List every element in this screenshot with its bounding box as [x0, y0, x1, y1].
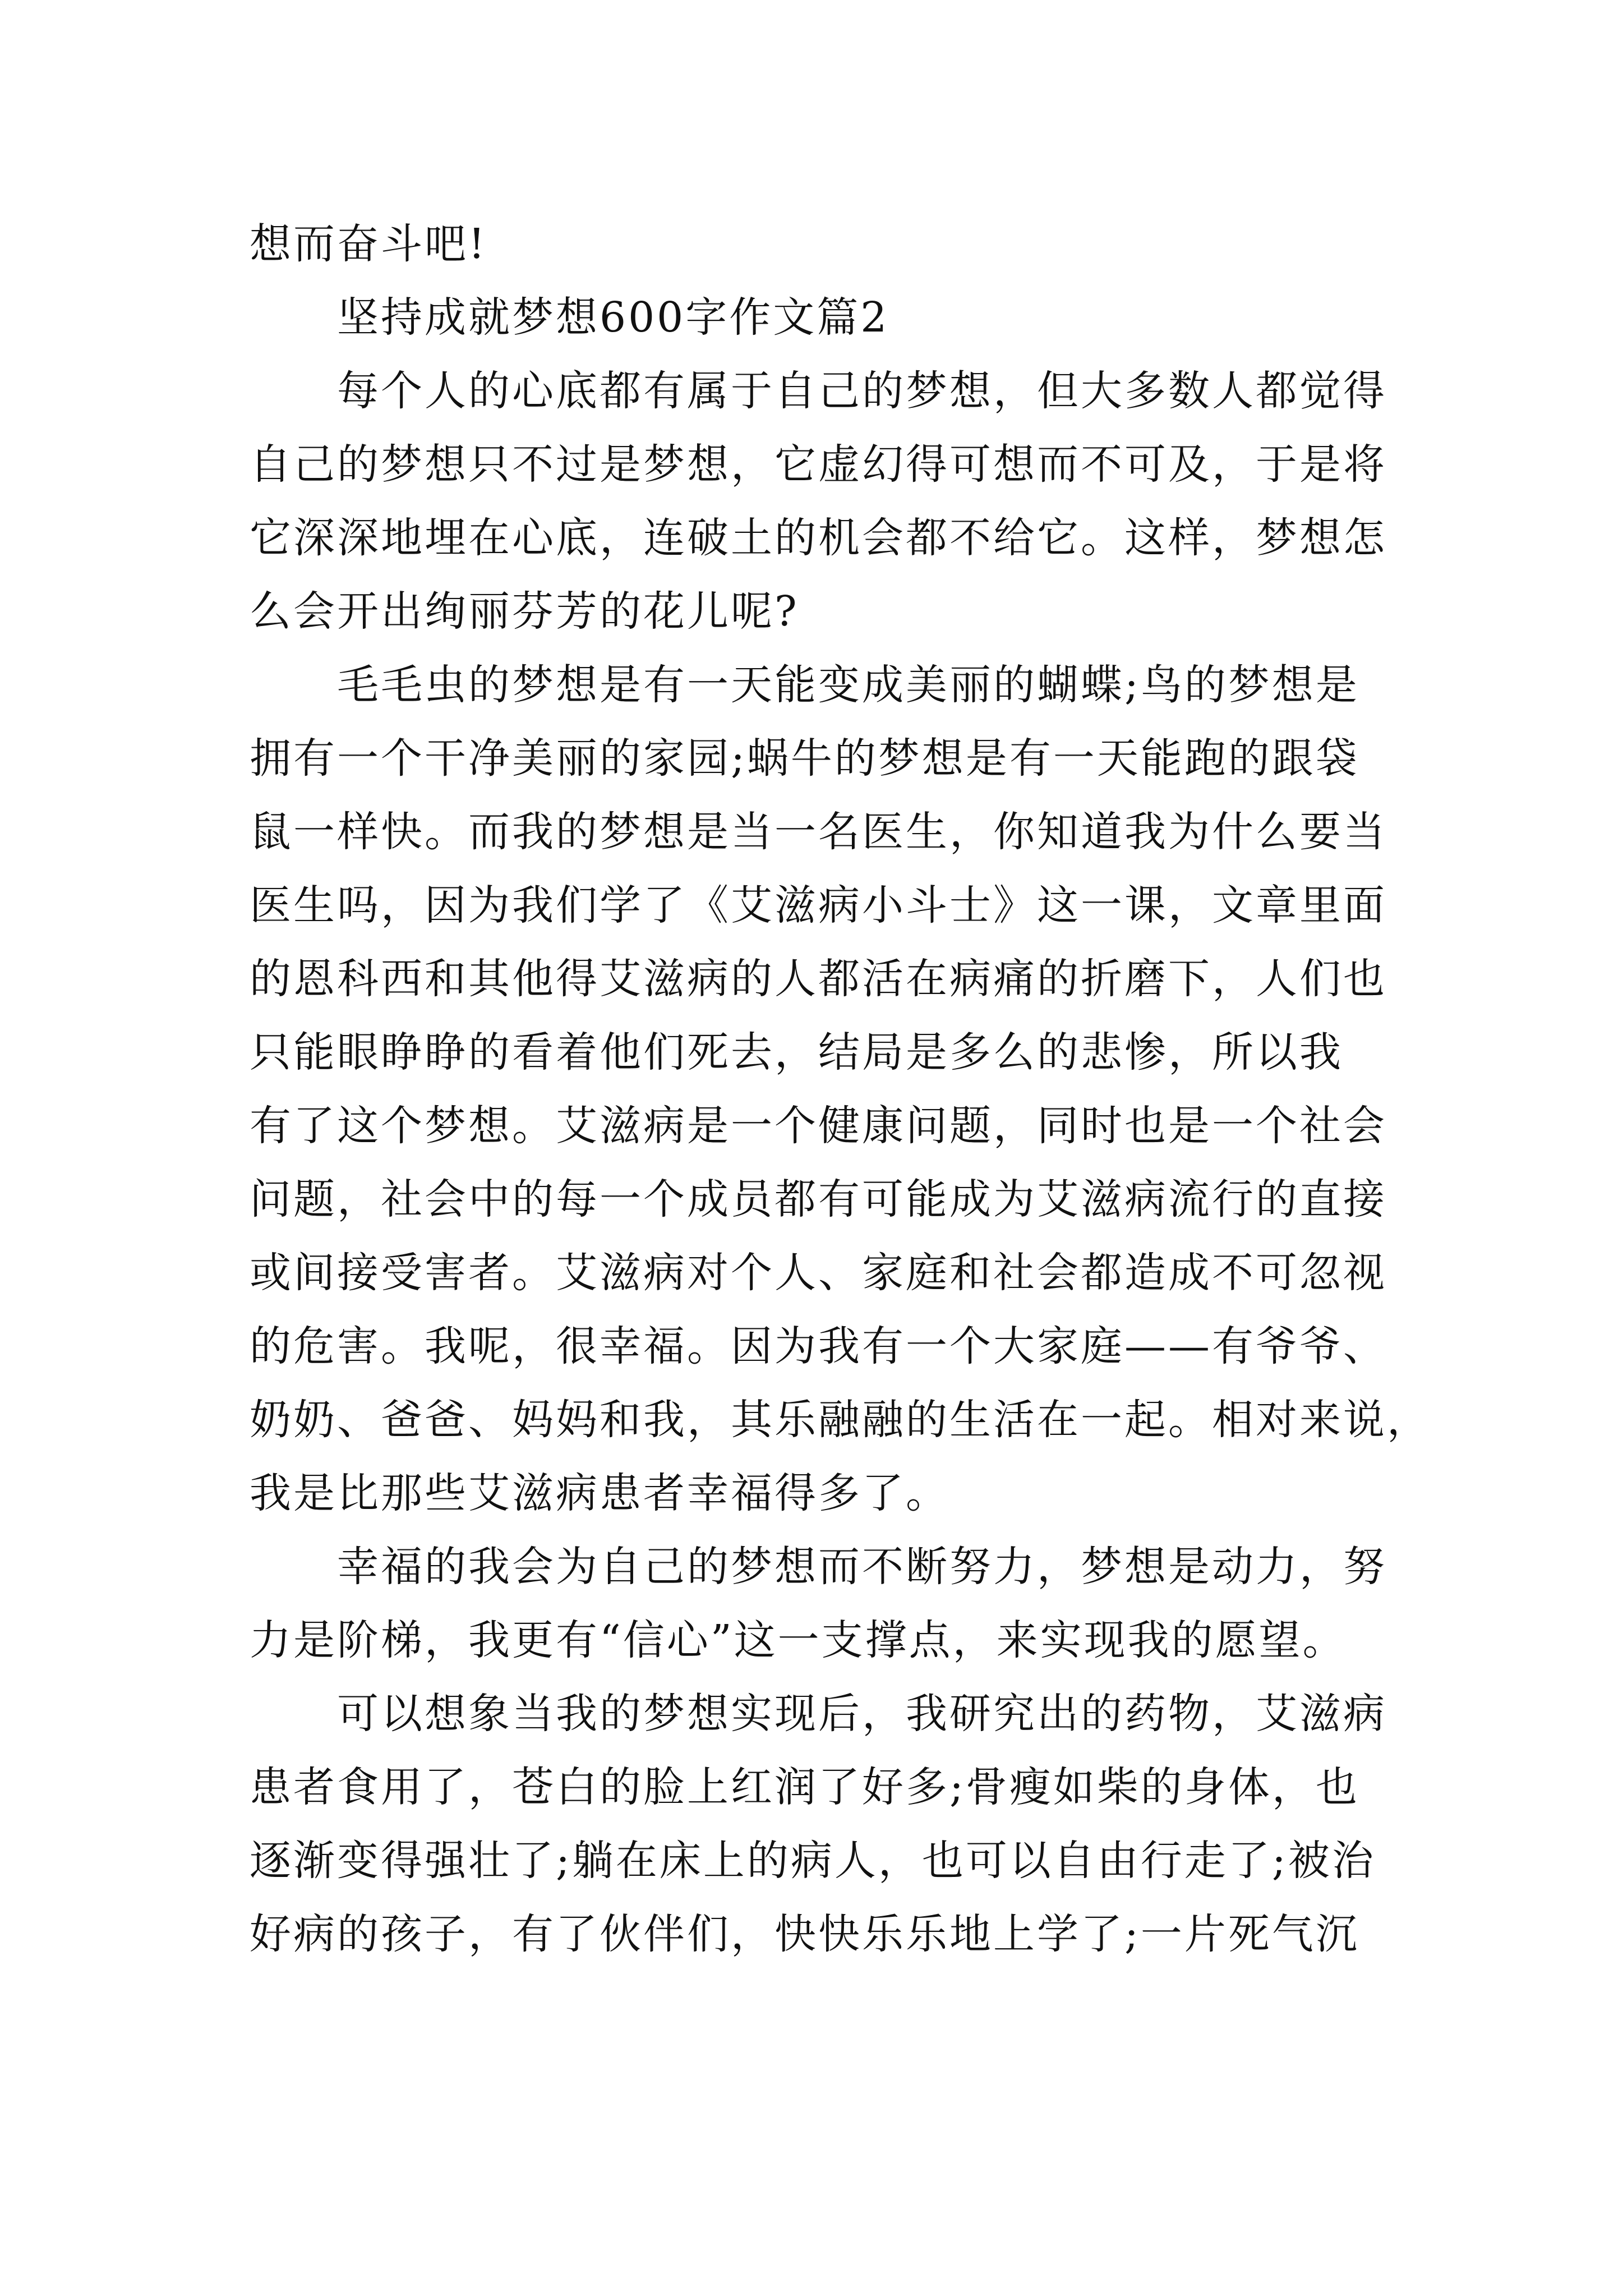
text-line: 每个人的心底都有属于自己的梦想，但大多数人都觉得 — [337, 367, 1387, 415]
text-line: 问题，社会中的每一个成员都有可能成为艾滋病流行的直接 — [250, 1175, 1387, 1223]
text-line: 患者食用了，苍白的脸上红润了好多;骨瘦如柴的身体，也 — [250, 1763, 1359, 1811]
text-line: 鼠一样快。而我的梦想是当一名医生，你知道我为什么要当 — [250, 808, 1387, 856]
article-heading: 坚持成就梦想600字作文篇2 — [337, 293, 889, 342]
text-line: 可以想象当我的梦想实现后，我研究出的药物，艾滋病 — [337, 1690, 1387, 1738]
text-line: 奶奶、爸爸、妈妈和我，其乐融融的生活在一起。相对来说， — [250, 1396, 1431, 1444]
text-line: 自己的梦想只不过是梦想，它虚幻得可想而不可及，于是将 — [250, 440, 1387, 489]
text-line: 想而奋斗吧! — [250, 220, 487, 268]
text-line: 或间接受害者。艾滋病对个人、家庭和社会都造成不可忽视 — [250, 1249, 1387, 1297]
text-line: 有了这个梦想。艾滋病是一个健康问题，同时也是一个社会 — [250, 1102, 1387, 1150]
text-line: 力是阶梯，我更有“信心”这一支撑点，来实现我的愿望。 — [250, 1616, 1347, 1664]
text-line: 医生吗，因为我们学了《艾滋病小斗士》这一课，文章里面 — [250, 881, 1387, 930]
text-line: 它深深地埋在心底，连破土的机会都不给它。这样，梦想怎 — [250, 514, 1387, 562]
text-line: 幸福的我会为自己的梦想而不断努力，梦想是动力，努 — [337, 1543, 1387, 1591]
document-body — [250, 208, 1431, 1971]
text-line: 只能眼睁睁的看着他们死去，结局是多么的悲惨，所以我 — [250, 1028, 1343, 1076]
text-line: 我是比那些艾滋病患者幸福得多了。 — [250, 1469, 949, 1517]
text-line: 拥有一个干净美丽的家园;蜗牛的梦想是有一天能跑的跟袋 — [250, 734, 1359, 783]
text-line: 的危害。我呢，很幸福。因为我有一个大家庭——有爷爷、 — [250, 1322, 1387, 1370]
text-line: 毛毛虫的梦想是有一天能变成美丽的蝴蝶;鸟的梦想是 — [337, 661, 1359, 709]
text-line: 逐渐变得强壮了;躺在床上的病人，也可以自由行走了;被治 — [250, 1837, 1376, 1885]
text-line: 好病的孩子，有了伙伴们，快快乐乐地上学了;一片死气沉 — [250, 1910, 1359, 1958]
text-line: 的恩科西和其他得艾滋病的人都活在病痛的折磨下，人们也 — [250, 955, 1387, 1003]
text-line: 么会开出绚丽芬芳的花儿呢? — [250, 587, 799, 636]
